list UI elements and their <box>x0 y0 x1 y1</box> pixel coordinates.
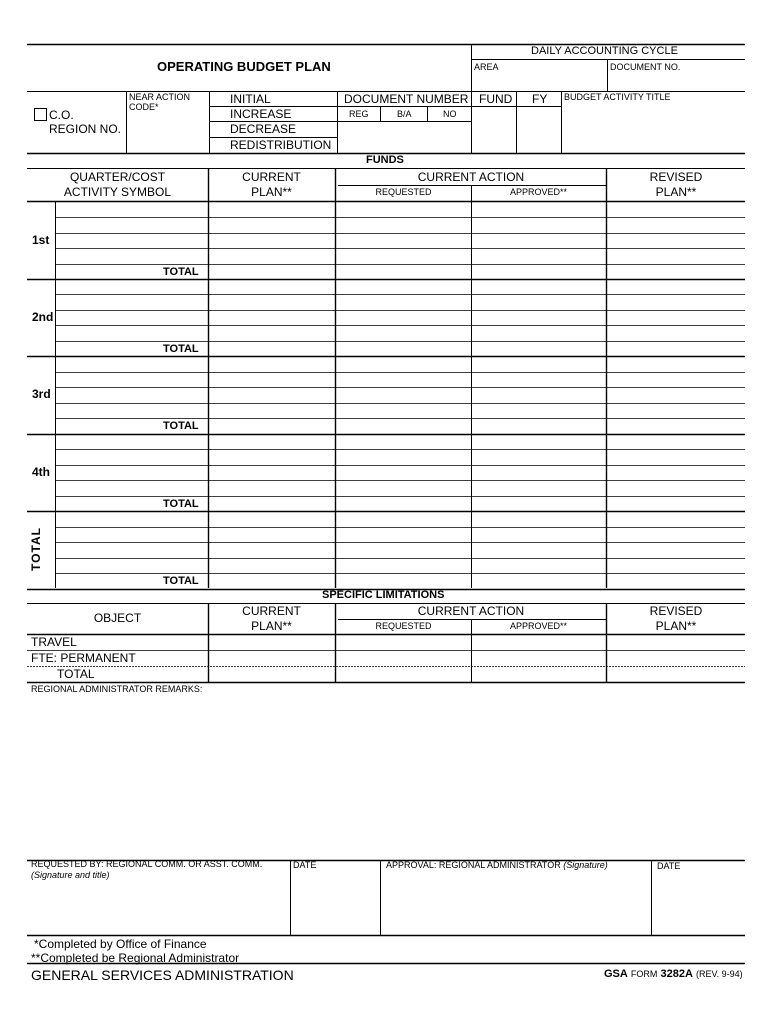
regional-admin-remarks-label: REGIONAL ADMINISTRATOR REMARKS: <box>31 684 203 694</box>
footnote-regional-administrator: **Completed be Regional Administrator <box>31 951 240 965</box>
limitation-row-total: TOTAL <box>57 667 95 681</box>
current-plan-header-2: PLAN** <box>251 185 292 199</box>
co-label: C.O. <box>49 108 74 122</box>
form-word: FORM <box>630 969 658 979</box>
fy-label: FY <box>532 92 548 106</box>
action-decrease: DECREASE <box>230 122 297 136</box>
agency-name: GENERAL SERVICES ADMINISTRATION <box>31 967 294 983</box>
quarter-total-label: TOTAL <box>163 497 199 510</box>
activity-symbol-header: ACTIVITY SYMBOL <box>63 185 172 199</box>
fund-label: FUND <box>479 92 513 106</box>
action-redistribution: REDISTRIBUTION <box>230 138 332 152</box>
approval-text: APPROVAL: REGIONAL ADMINISTRATOR <box>386 860 561 870</box>
date-label-1: DATE <box>293 860 317 870</box>
funds-section-title: FUNDS <box>366 154 404 166</box>
limitation-row-travel: TRAVEL <box>31 635 77 649</box>
revised-plan-header: REVISED <box>649 170 703 184</box>
limitation-row-fte-permanent: FTE: PERMANENT <box>31 651 136 665</box>
date-label-2: DATE <box>657 861 681 871</box>
lim-approved-header: APPROVED** <box>509 621 568 631</box>
approval-label <box>386 861 608 870</box>
co-checkbox[interactable] <box>34 108 47 121</box>
quarter-label: 2nd <box>32 309 54 324</box>
quarter-label: TOTAL <box>28 527 43 572</box>
form-revision: (REV. 9-94) <box>695 969 743 979</box>
lim-revised-plan-header-2: PLAN** <box>655 619 697 633</box>
form-identifier <box>604 969 743 980</box>
near-action-line2: CODE* <box>129 102 159 112</box>
form-gsa: GSA <box>604 968 628 980</box>
lim-current-action-header: CURRENT ACTION <box>417 604 525 618</box>
reg-label: REG <box>349 109 369 119</box>
action-initial: INITIAL <box>230 92 271 106</box>
quarter-label: 1st <box>32 232 50 247</box>
quarter-label: 3rd <box>32 387 51 402</box>
specific-limitations-title: SPECIFIC LIMITATIONS <box>322 589 445 601</box>
quarter-total-label: TOTAL <box>163 342 199 355</box>
quarter-total-label: TOTAL <box>163 575 199 588</box>
approved-header: APPROVED** <box>509 187 568 197</box>
requested-by-label: REQUESTED BY: REGIONAL COMM. OR ASST. COMM. <box>31 859 263 869</box>
near-action-line1: NEAR ACTION <box>129 92 191 102</box>
quarter-cost-header: QUARTER/COST <box>69 170 166 184</box>
area-label: AREA <box>474 62 499 72</box>
lim-requested-header: REQUESTED <box>375 621 432 631</box>
requested-by-sub: (Signature and title) <box>31 870 110 880</box>
form-number: 3282A <box>660 968 693 980</box>
lim-revised-plan-header: REVISED <box>649 604 703 618</box>
quarter-total-label: TOTAL <box>163 265 199 278</box>
object-header: OBJECT <box>93 611 142 625</box>
quarter-total-label: TOTAL <box>163 420 199 433</box>
quarter-label: 4th <box>32 464 50 479</box>
approval-signature-hint: (Signature) <box>563 860 608 870</box>
form-title: OPERATING BUDGET PLAN <box>157 59 331 74</box>
current-plan-header: CURRENT <box>242 170 301 184</box>
no-label: NO <box>443 109 457 119</box>
lim-current-plan-header: CURRENT <box>242 604 301 618</box>
footnote-office-of-finance: *Completed by Office of Finance <box>34 937 207 951</box>
near-action-code-label <box>129 93 190 112</box>
requested-header: REQUESTED <box>375 187 432 197</box>
lim-current-plan-header-2: PLAN** <box>251 619 292 633</box>
document-number-label: DOCUMENT NUMBER <box>344 92 469 106</box>
ba-label: B/A <box>397 109 412 119</box>
current-action-header: CURRENT ACTION <box>417 170 525 184</box>
region-no-label: REGION NO. <box>49 122 122 136</box>
revised-plan-header-2: PLAN** <box>655 185 697 199</box>
document-no-label: DOCUMENT NO. <box>610 62 681 72</box>
action-increase: INCREASE <box>230 107 292 121</box>
daily-accounting-cycle-label: DAILY ACCOUNTING CYCLE <box>531 45 678 57</box>
budget-activity-title-label: BUDGET ACTIVITY TITLE <box>564 92 671 102</box>
